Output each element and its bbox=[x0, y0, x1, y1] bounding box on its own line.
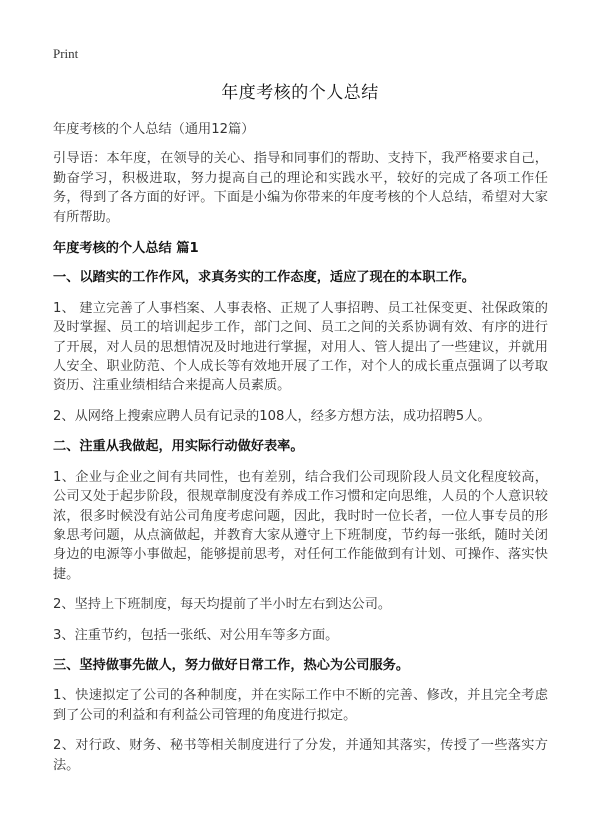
heading-1: 一、以踏实的工作作风，求真务实的工作态度，适应了现在的本职工作。 bbox=[53, 270, 475, 286]
heading-2: 二、注重从我做起，用实际行动做好表率。 bbox=[53, 439, 304, 455]
document-body bbox=[53, 120, 548, 786]
print-label: Print bbox=[53, 46, 79, 61]
document-subtitle: 年度考核的个人总结（通用12篇） bbox=[53, 122, 255, 137]
paragraph-1-1: 1、 建立完善了人事档案、人事表格、正规了人事招聘、员工社保变更、社保政策的及时掌握、员工的培训起步工作，部门之间、员工之间的关系协调有效、有序的进行了开展，对人员的思想情况及时地进行掌握，对用人、管人提出了一些建议，并就用人安全、职业防范、个人成长等有效地开展了工作，对个人的成长重点强调了以考取资历、注重业绩相结合来提高人员素质。 bbox=[53, 300, 548, 394]
paragraph-3-2: 2、对行政、财务、秘书等相关制度进行了分发，并通知其落实，传授了一些落实方法。 bbox=[53, 738, 548, 773]
page-title: 年度考核的个人总结 bbox=[221, 83, 379, 103]
paragraph-3-1: 1、快速拟定了公司的各种制度，并在实际工作中不断的完善、修改，并且完全考虑到了公司的利益和有利益公司管理的角度进行拟定。 bbox=[53, 688, 548, 723]
section-title: 年度考核的个人总结 篇1 bbox=[53, 241, 199, 257]
paragraph-2-1: 1、企业与企业之间有共同性，也有差别，结合我们公司现阶段人员文化程度较高，公司又处于起步阶段，很规章制度没有养成工作习惯和定向思维，人员的个人意识较浓，很多时候没有站公司角度考虑问题，因此，我时时一位长者，一位人事专员的形象思考问题，从点滴做起，并教育大家从遵守上下班制度，节约每一张纸，随时关闭身边的电源等小事做起，能够提前思考，对任何工作能做到有计划、可操作、落实快捷。 bbox=[53, 469, 548, 582]
heading-3: 三、坚持做事先做人，努力做好日常工作，热心为公司服务。 bbox=[53, 657, 410, 673]
intro-paragraph: 引导语：本年度，在领导的关心、指导和同事们的帮助、支持下，我严格要求自己，勤奋学习，积极进取，努力提高自己的理论和实践水平，较好的完成了各项工作任务，得到了各方面的好评。下面是小编为你带来的年度考核的个人总结，希望对大家有所帮助。 bbox=[53, 151, 548, 225]
paragraph-2-3: 3、注重节约，包括一张纸、对公用车等多方面。 bbox=[53, 627, 339, 643]
paragraph-1-2: 2、从网络上搜索应聘人员有记录的108人，经多方想方法，成功招聘5人。 bbox=[53, 408, 491, 424]
paragraph-2-2: 2、坚持上下班制度，每天均提前了半小时左右到达公司。 bbox=[53, 597, 392, 613]
